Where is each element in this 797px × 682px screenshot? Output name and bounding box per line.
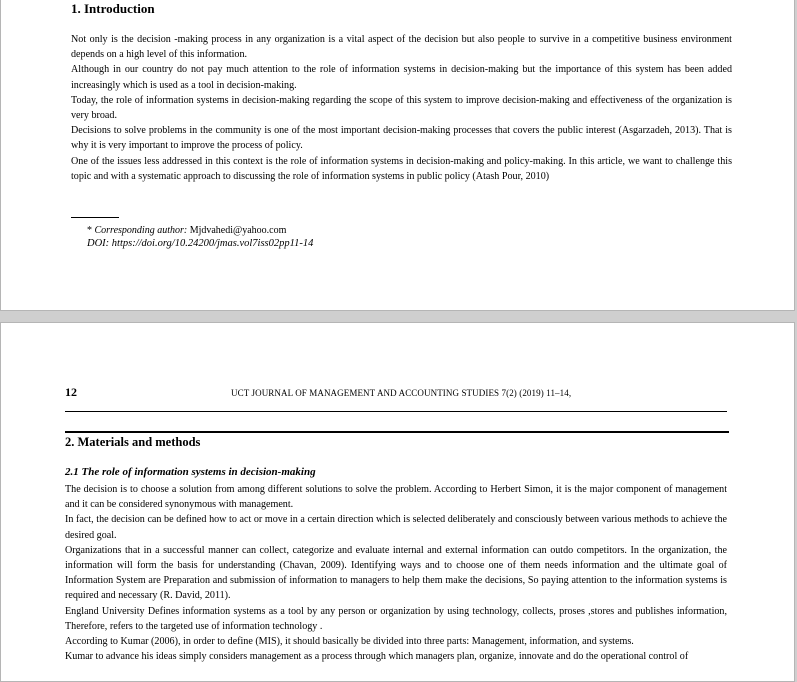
- methods-body: [65, 482, 727, 664]
- section-heading-methods: 2. Materials and methods: [65, 435, 201, 449]
- header-rule: [65, 411, 727, 412]
- page-1: [0, 0, 795, 311]
- paragraph: Kumar to advance his ideas simply considers management as a process through which managers plan, organize, innovate and do the operational control of: [65, 651, 689, 663]
- section-heading-introduction: 1. Introduction: [71, 1, 155, 16]
- page-number: 12: [65, 385, 77, 399]
- footnote-divider: [71, 217, 119, 218]
- section-rule: [65, 431, 729, 433]
- paragraph: Decisions to solve problems in the community is one of the most important decision-making processes that covers the public interest (Asgarzadeh, 2013). That is why it is very important to improve the process of policy.: [71, 125, 732, 152]
- author-email[interactable]: Mjdvahedi@yahoo.com: [189, 225, 287, 236]
- footnote-marker: *: [87, 225, 92, 236]
- paragraph: Although in our country do not pay much attention to the role of information systems in decision-making but the importance of this system has been added increasingly which is used as a tool in decision-making.: [71, 64, 732, 91]
- paragraph: According to Kumar (2006), in order to define (MIS), it should basically be divided into three parts: Management, information, and systems.: [65, 636, 634, 648]
- doi-link[interactable]: DOI: https://doi.org/10.24200/jmas.vol7iss02pp11-14: [87, 238, 314, 249]
- paragraph: One of the issues less addressed in this context is the role of information systems in decision-making and policy-making. In this article, we want to challenge this topic and with a systematic approach to discussing the role of information systems in public policy (Atash Pour, 2010): [71, 155, 732, 182]
- subsection-heading: 2.1 The role of information systems in decision-making: [65, 466, 316, 478]
- paragraph: Today, the role of information systems in decision-making regarding the scope of this system to improve decision-making and effectiveness of the organization is very broad.: [71, 94, 732, 122]
- paragraph: Organizations that in a successful manner can collect, categorize and evaluate internal and external information can outdo competitors. In the organization, the information will form the basis for understanding (Chavan, 2009). Identifying ways and to choose one of them needs information and the ultimate goal of Information System are Preparation and submission of information to managers to help them make the decisions, So paying attention to the information systems is required and necessary (R. David, 2011).: [65, 544, 727, 602]
- introduction-body: [71, 32, 732, 184]
- paragraph: Not only is the decision -making process in any organization is a vital aspect of the decision but also people to survive in a competitive business environment depends on a high level of this information.: [71, 34, 732, 61]
- paragraph: In fact, the decision can be defined how to act or move in a certain direction which is selected deliberately and consciously between various methods to achieve the desired goal.: [65, 514, 727, 541]
- paragraph: The decision is to choose a solution from among different solutions to solve the problem. According to Herbert Simon, it is the major component of management and it can be considered synonymous with management.: [65, 484, 727, 511]
- footnote-author: [87, 224, 286, 238]
- page-2: [0, 322, 795, 682]
- running-head: UCT JOURNAL OF MANAGEMENT AND ACCOUNTING STUDIES 7(2) (2019) 11–14,: [231, 388, 572, 398]
- footnote-label: Corresponding author:: [94, 225, 188, 236]
- paragraph: England University Defines information systems as a tool by any person or organization by using technology, collects, proses ,stores and publishes information, Therefore, refers to the targeted use of information technology .: [65, 605, 727, 632]
